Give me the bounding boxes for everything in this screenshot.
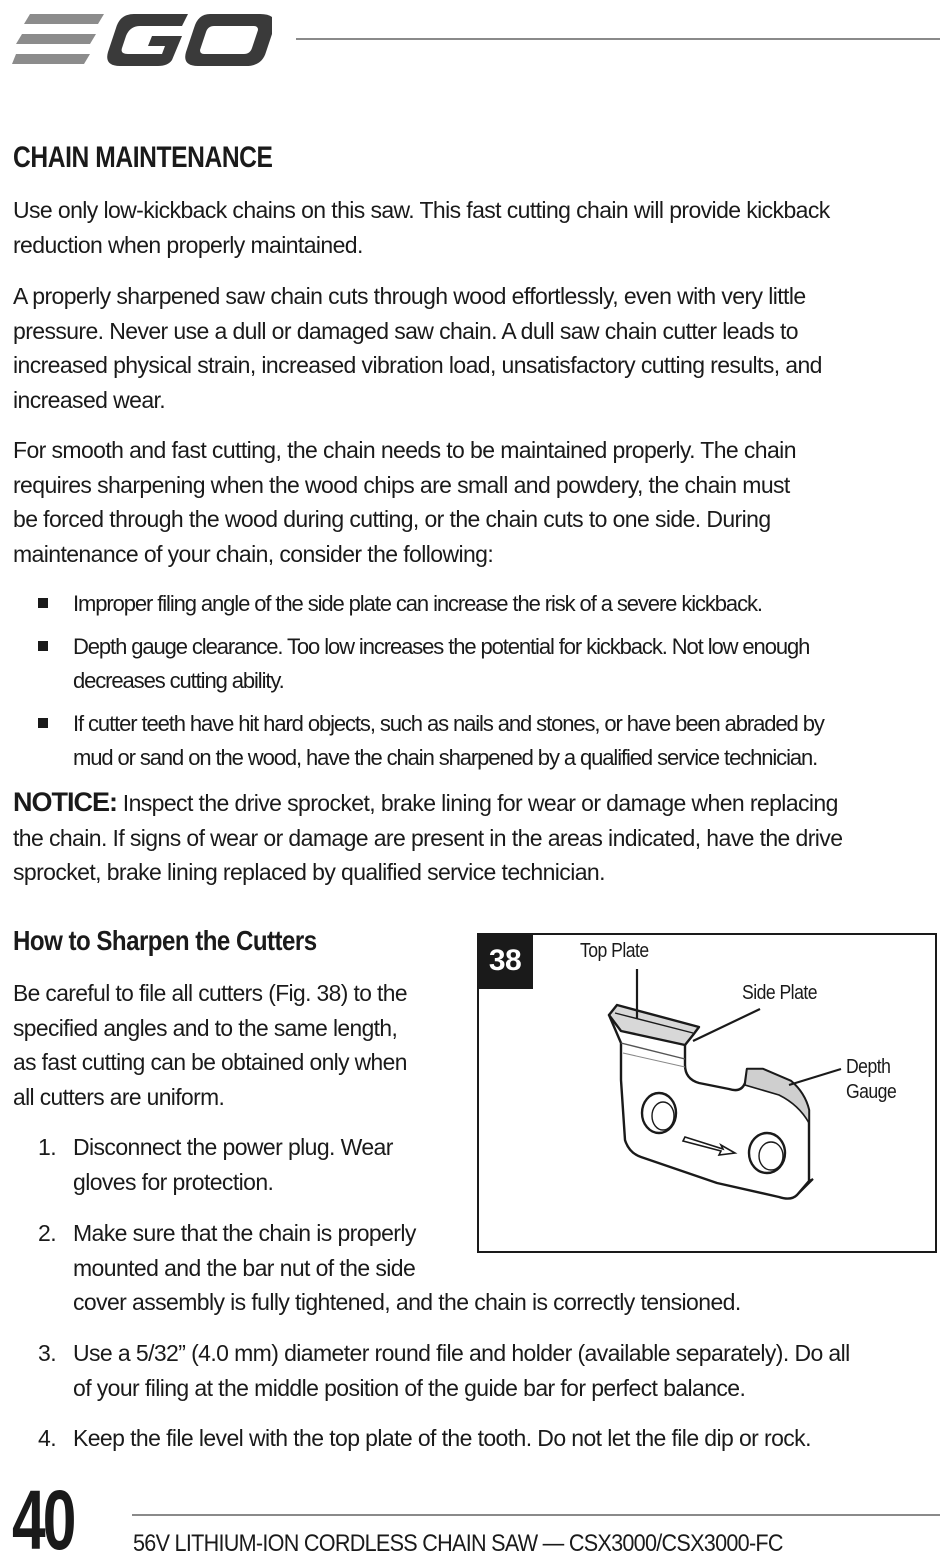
footer-text: 56V LITHIUM-ION CORDLESS CHAIN SAW — CSX3000/CSX3000-FC: [133, 1530, 783, 1557]
text-line: Keep the file level with the top plate of the tooth. Do not let the file dip or rock.: [73, 1425, 811, 1451]
text-line: specified angles and to the same length,: [13, 1014, 398, 1041]
text-line: mud or sand on the wood, have the chain sharpened by a qualified service technician.: [73, 745, 818, 770]
text-line: as fast cutting can be obtained only when: [13, 1049, 407, 1075]
text-line: [13, 785, 938, 821]
paragraph-2: [13, 279, 938, 417]
text-line: If cutter teeth have hit hard objects, such as nails and stones, or have been abraded by: [73, 711, 824, 736]
bullet-icon: [38, 641, 48, 651]
text-line: the chain. If signs of wear or damage are present in the areas indicated, have the drive: [13, 824, 843, 851]
text-line: Depth gauge clearance. Too low increases the potential for kickback. Not low enough: [73, 634, 810, 659]
text-line: Be careful to file all cutters (Fig. 38) to the: [13, 980, 407, 1006]
text-line: be forced through the wood during cutting, or the chain cuts to one side. During: [13, 506, 771, 532]
text-line: requires sharpening when the wood chips are small and powdery, the chain must: [13, 471, 790, 498]
text-line: Make sure that the chain is properly: [73, 1220, 416, 1246]
step-number: 3.: [38, 1340, 56, 1366]
text-line: reduction when properly maintained.: [13, 231, 363, 258]
bullet-item: [73, 587, 762, 621]
header-rule: [296, 38, 940, 40]
notice-block: [13, 785, 938, 890]
notice-label: NOTICE:: [13, 787, 117, 817]
text-line: pressure. Never use a dull or damaged saw chain. A dull saw chain cutter leads to: [13, 317, 798, 344]
step-number: 4.: [38, 1425, 56, 1451]
paragraph-1: [13, 193, 938, 262]
paragraph-3: [13, 433, 938, 571]
bullet-icon: [38, 598, 48, 608]
label-top-plate: Top Plate: [580, 940, 649, 962]
text-line: increased physical strain, increased vibration load, unsatisfactory cutting results, and: [13, 352, 822, 378]
text-line: cover assembly is fully tightened, and the chain is correctly tensioned.: [73, 1289, 741, 1315]
step-number: 2.: [38, 1220, 56, 1246]
text-line: Use a 5/32” (4.0 mm) diameter round file and holder (available separately). Do all: [73, 1340, 850, 1366]
sharpen-intro: [13, 976, 463, 1114]
text-line: all cutters are uniform.: [13, 1083, 225, 1110]
step-item: [73, 1130, 393, 1199]
step-item: [73, 1421, 811, 1456]
figure-number-badge: 38: [477, 933, 533, 989]
depth-gauge-leader: [789, 1069, 841, 1085]
text-line: Improper filing angle of the side plate can increase the risk of a severe kickback.: [73, 591, 762, 616]
text-line: Use only low-kickback chains on this saw. This fast cutting chain will provide kickback: [13, 197, 830, 223]
text-line: mounted and the bar nut of the side: [73, 1254, 416, 1281]
step-item: [73, 1336, 850, 1405]
step-number: 1.: [38, 1134, 56, 1160]
ego-logo: [12, 10, 272, 70]
side-plate-leader: [693, 1009, 760, 1041]
notice-text: Inspect the drive sprocket, brake lining for wear or damage when replacing: [122, 790, 838, 816]
text-line: A properly sharpened saw chain cuts through wood effortlessly, even with very little: [13, 283, 806, 309]
text-line: Disconnect the power plug. Wear: [73, 1134, 393, 1160]
text-line: maintenance of your chain, consider the following:: [13, 540, 494, 567]
text-line: sprocket, brake lining replaced by qualified service technician.: [13, 859, 605, 885]
text-line: gloves for protection.: [73, 1168, 274, 1195]
text-line: of your filing at the middle position of the guide bar for perfect balance.: [73, 1374, 746, 1401]
bullet-icon: [38, 718, 48, 728]
text-line: For smooth and fast cutting, the chain needs to be maintained properly. The chain: [13, 437, 796, 463]
bullet-item: [73, 707, 824, 775]
footer-rule: [132, 1514, 940, 1516]
subsection-title: How to Sharpen the Cutters: [13, 925, 317, 956]
text-line: increased wear.: [13, 386, 166, 413]
text-line: decreases cutting ability.: [73, 668, 284, 693]
label-side-plate: Side Plate: [742, 982, 817, 1004]
page-number: 40: [12, 1473, 74, 1567]
bullet-item: [73, 630, 809, 698]
section-title: CHAIN MAINTENANCE: [13, 141, 273, 174]
label-depth-gauge-line1: Depth: [846, 1056, 891, 1078]
label-depth-gauge-line2: Gauge: [846, 1081, 897, 1103]
